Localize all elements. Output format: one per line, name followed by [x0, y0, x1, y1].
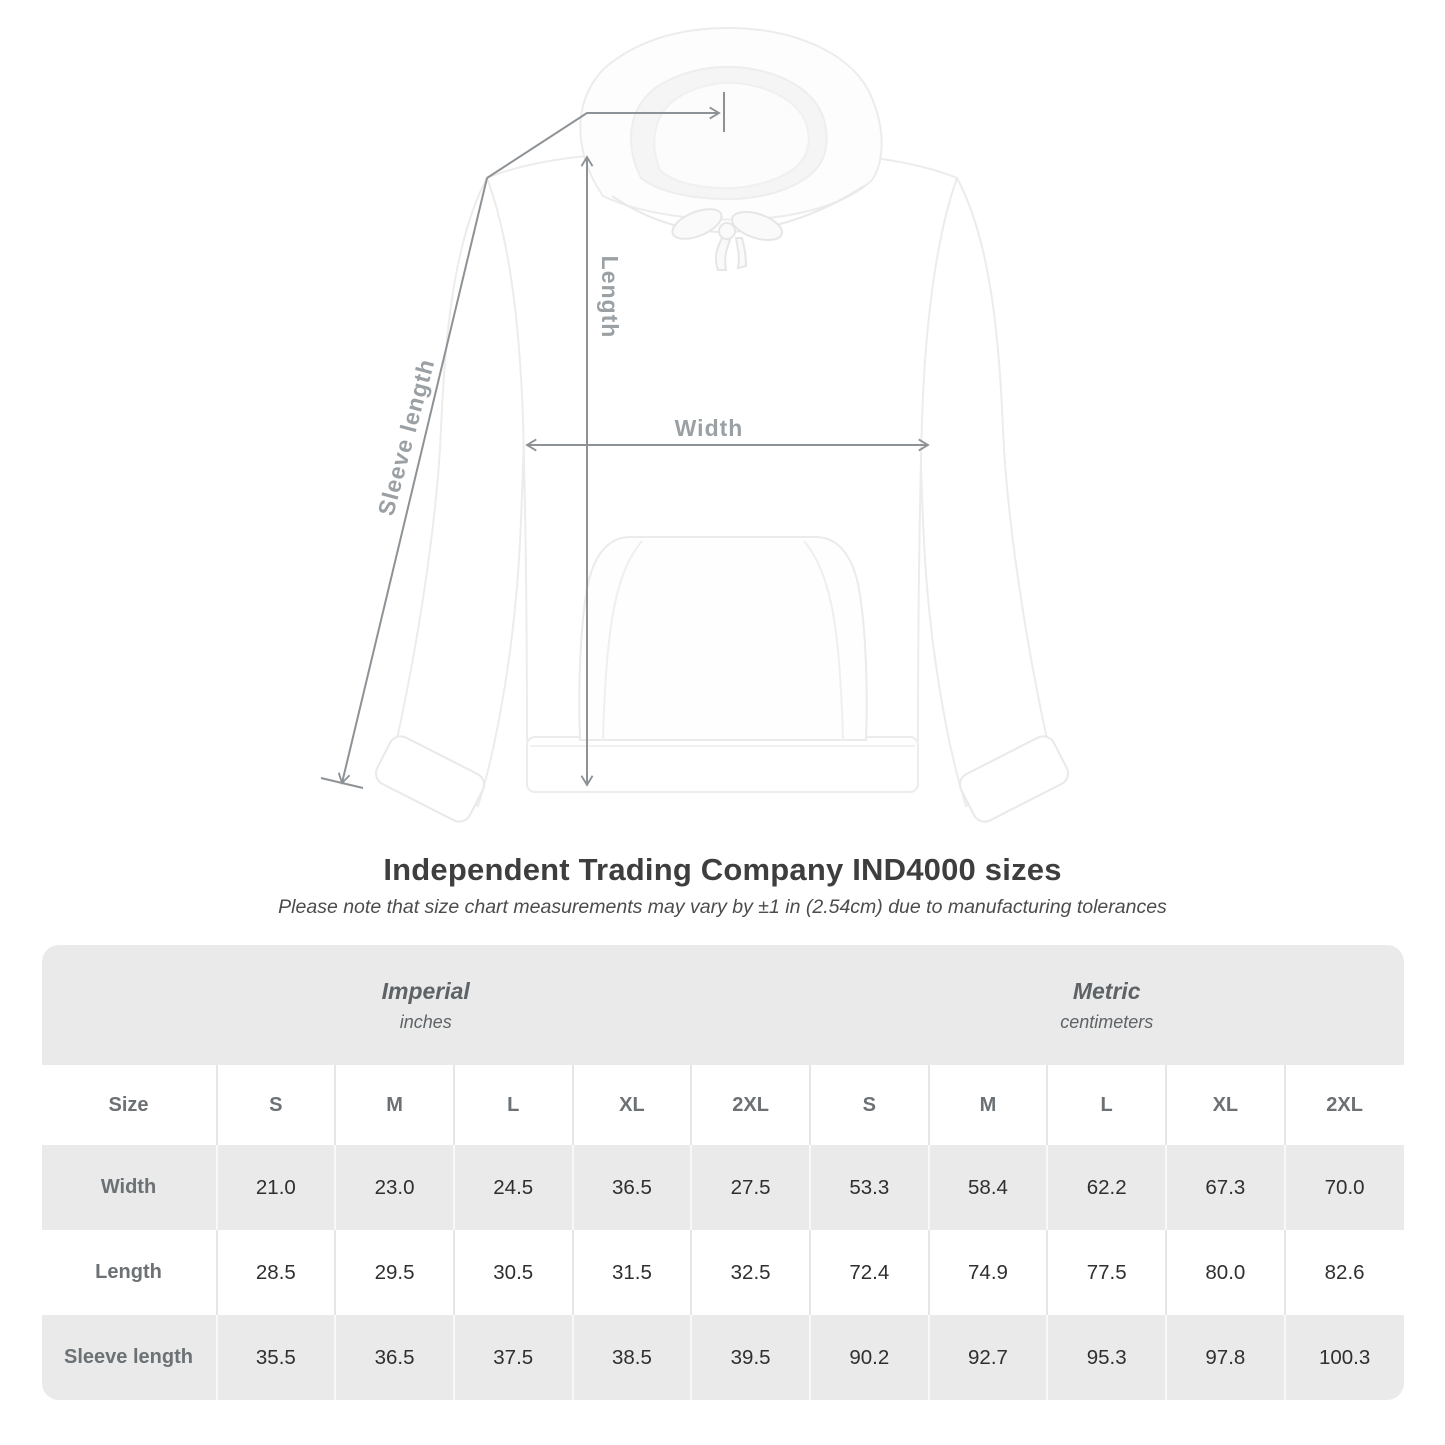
length-imperial-m: 29.5: [335, 1230, 454, 1315]
tolerance-note: Please note that size chart measurements may vary by ±1 in (2.54cm) due to manufacturing tolerances: [278, 896, 1167, 918]
width-imperial-l: 24.5: [454, 1145, 573, 1230]
col-imperial-xl: XL: [573, 1065, 692, 1145]
imperial-label: Imperial: [381, 977, 470, 1004]
sleeve-imperial-l: 37.5: [454, 1315, 573, 1400]
col-metric-2xl: 2XL: [1285, 1065, 1404, 1145]
sleeve-imperial-2xl: 39.5: [691, 1315, 810, 1400]
width-imperial-m: 23.0: [335, 1145, 454, 1230]
row-label-width: Width: [42, 1145, 217, 1230]
width-metric-m: 58.4: [929, 1145, 1048, 1230]
width-metric-s: 53.3: [810, 1145, 929, 1230]
length-metric-xl: 80.0: [1166, 1230, 1285, 1315]
imperial-unit-label: inches: [399, 1011, 452, 1032]
sleeve-metric-s: 90.2: [810, 1315, 929, 1400]
sleeve-metric-l: 95.3: [1047, 1315, 1166, 1400]
col-metric-s: S: [810, 1065, 929, 1145]
sleeve-metric-m: 92.7: [929, 1315, 1048, 1400]
sleeve-length-measure-label: Sleeve length: [372, 355, 440, 519]
col-imperial-s: S: [217, 1065, 336, 1145]
table-row-sleeve-length: [42, 1315, 1404, 1400]
metric-header-cell: [810, 945, 1404, 1065]
length-metric-l: 77.5: [1047, 1230, 1166, 1315]
length-metric-2xl: 82.6: [1285, 1230, 1404, 1315]
table-row-width: [42, 1145, 1404, 1230]
col-imperial-l: L: [454, 1065, 573, 1145]
width-imperial-s: 21.0: [217, 1145, 336, 1230]
length-metric-s: 72.4: [810, 1230, 929, 1315]
unit-header-row: [42, 945, 1404, 1065]
row-label-length: Length: [42, 1230, 217, 1315]
col-metric-l: L: [1047, 1065, 1166, 1145]
size-header-row: [42, 1065, 1404, 1145]
imperial-header-cell: [42, 945, 810, 1065]
width-metric-xl: 67.3: [1166, 1145, 1285, 1230]
sleeve-imperial-m: 36.5: [335, 1315, 454, 1400]
sleeve-imperial-s: 35.5: [217, 1315, 336, 1400]
length-imperial-2xl: 32.5: [691, 1230, 810, 1315]
sleeve-metric-xl: 97.8: [1166, 1315, 1285, 1400]
row-label-sleeve-length: Sleeve length: [42, 1315, 217, 1400]
width-metric-2xl: 70.0: [1285, 1145, 1404, 1230]
length-metric-m: 74.9: [929, 1230, 1048, 1315]
width-measure-label: Width: [674, 415, 744, 441]
table-row-length: [42, 1230, 1404, 1315]
page-title: Independent Trading Company IND4000 sizes: [383, 852, 1062, 887]
col-metric-xl: XL: [1166, 1065, 1285, 1145]
col-metric-m: M: [929, 1065, 1048, 1145]
col-imperial-m: M: [335, 1065, 454, 1145]
width-metric-l: 62.2: [1047, 1145, 1166, 1230]
metric-label: Metric: [1072, 977, 1141, 1004]
length-imperial-s: 28.5: [217, 1230, 336, 1315]
col-imperial-2xl: 2XL: [691, 1065, 810, 1145]
length-imperial-l: 30.5: [454, 1230, 573, 1315]
length-imperial-xl: 31.5: [573, 1230, 692, 1315]
sleeve-imperial-xl: 38.5: [573, 1315, 692, 1400]
width-imperial-2xl: 27.5: [691, 1145, 810, 1230]
sleeve-metric-2xl: 100.3: [1285, 1315, 1404, 1400]
width-imperial-xl: 36.5: [573, 1145, 692, 1230]
metric-unit-label: centimeters: [1060, 1011, 1154, 1032]
length-measure-label: Length: [597, 255, 623, 339]
size-header-cell: Size: [42, 1065, 217, 1145]
size-chart-table: [42, 945, 1404, 1400]
